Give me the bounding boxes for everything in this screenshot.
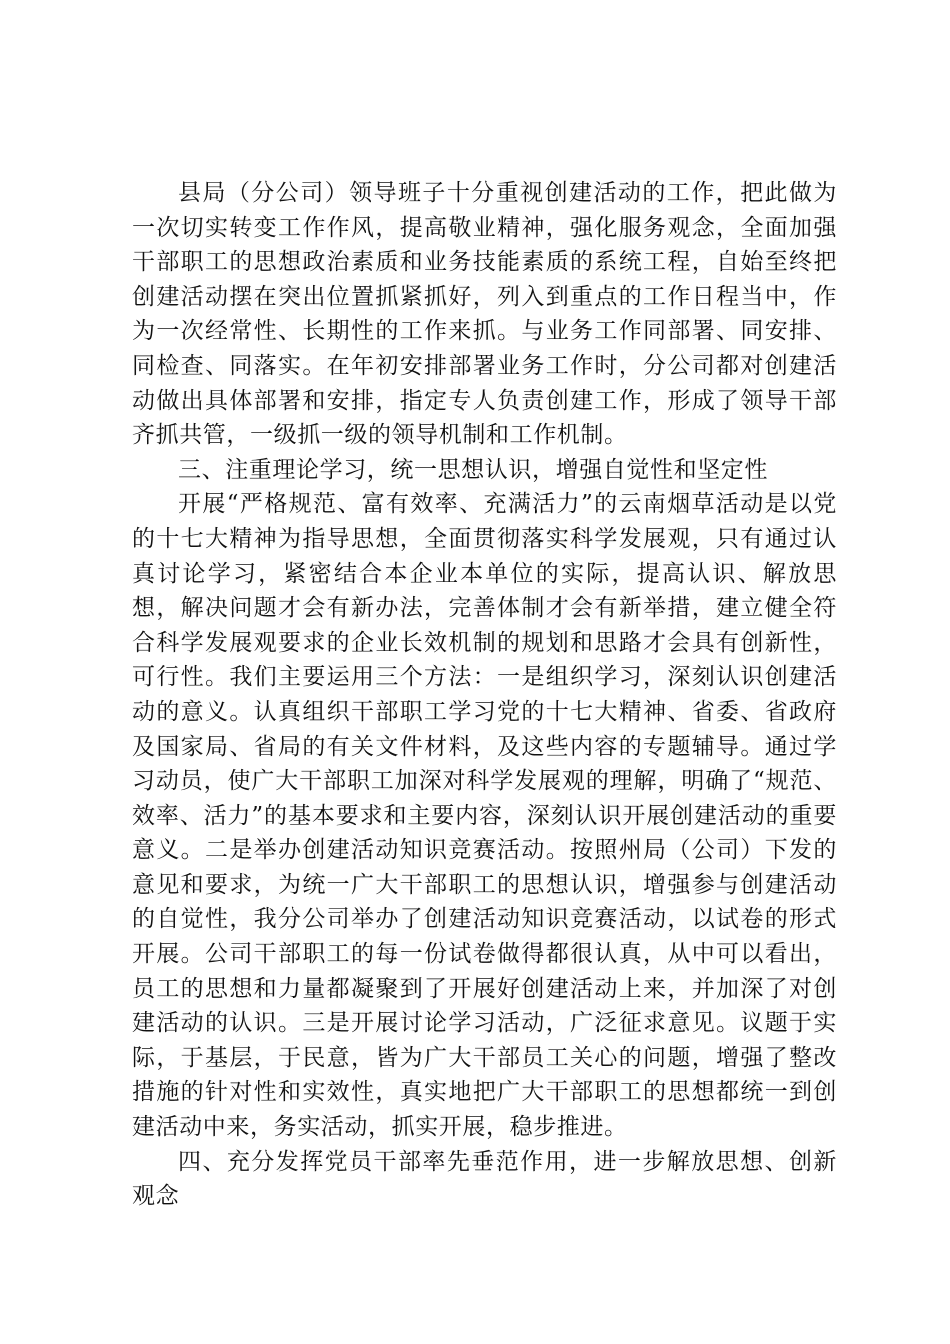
section-heading-three: 三、注重理论学习，统一思想认识，增强自觉性和坚定性 [178,456,768,483]
paragraph-leadership: 县局（分公司）领导班子十分重视创建活动的工作，把此做为一次切实转变工作作风，提高敬业精神，强化服务观念，全面加强干部职工的思想政治素质和业务技能素质的系统工程，自始至终把创建活动摆在突出位置抓紧抓好，列入到重点的工作日程当中，作为一次经常性、长期性的工作来抓。与业务工作同部署、同安排、同检查、同落实。在年初安排部署业务工作时，分公司都对创建活动做出具体部署和安排，指定专人负责创建工作，形成了领导干部齐抓共管，一级抓一级的领导机制和工作机制。 [132,180,837,449]
document-body [132,176,837,1214]
paragraph-theory-study: 开展“严格规范、富有效率、充满活力”的云南烟草活动是以党的十七大精神为指导思想，全面贯彻落实科学发展观，只有通过认真讨论学习，紧密结合本企业本单位的实际，提高认识、解放思想，解决问题才会有新办法，完善体制才会有新举措，建立健全符合科学发展观要求的企业长效机制的规划和思路才会具有创新性，可行性。我们主要运用三个方法：一是组织学习，深刻认识创建活动的意义。认真组织干部职工学习党的十七大精神、省委、省政府及国家局、省局的有关文件材料，及这些内容的专题辅导。通过学习动员，使广大干部职工加深对科学发展观的理解，明确了“规范、效率、活力”的基本要求和主要内容，深刻认识开展创建活动的重要意义。二是举办创建活动知识竞赛活动。按照州局（公司）下发的意见和要求，为统一广大干部职工的思想认识，增强参与创建活动的自觉性，我分公司举办了创建活动知识竞赛活动，以试卷的形式开展。公司干部职工的每一份试卷做得都很认真，从中可以看出，员工的思想和力量都凝聚到了开展好创建活动上来，并加深了对创建活动的认识。三是开展讨论学习活动，广泛征求意见。议题于实际，于基层，于民意，皆为广大干部员工关心的问题，增强了整改措施的针对性和实效性，真实地把广大干部职工的思想都统一到创建活动中来，务实活动，抓实开展，稳步推进。 [132,491,837,1141]
section-heading-four: 四、充分发挥党员干部率先垂范作用，进一步解放思想、创新观念 [132,1148,837,1210]
